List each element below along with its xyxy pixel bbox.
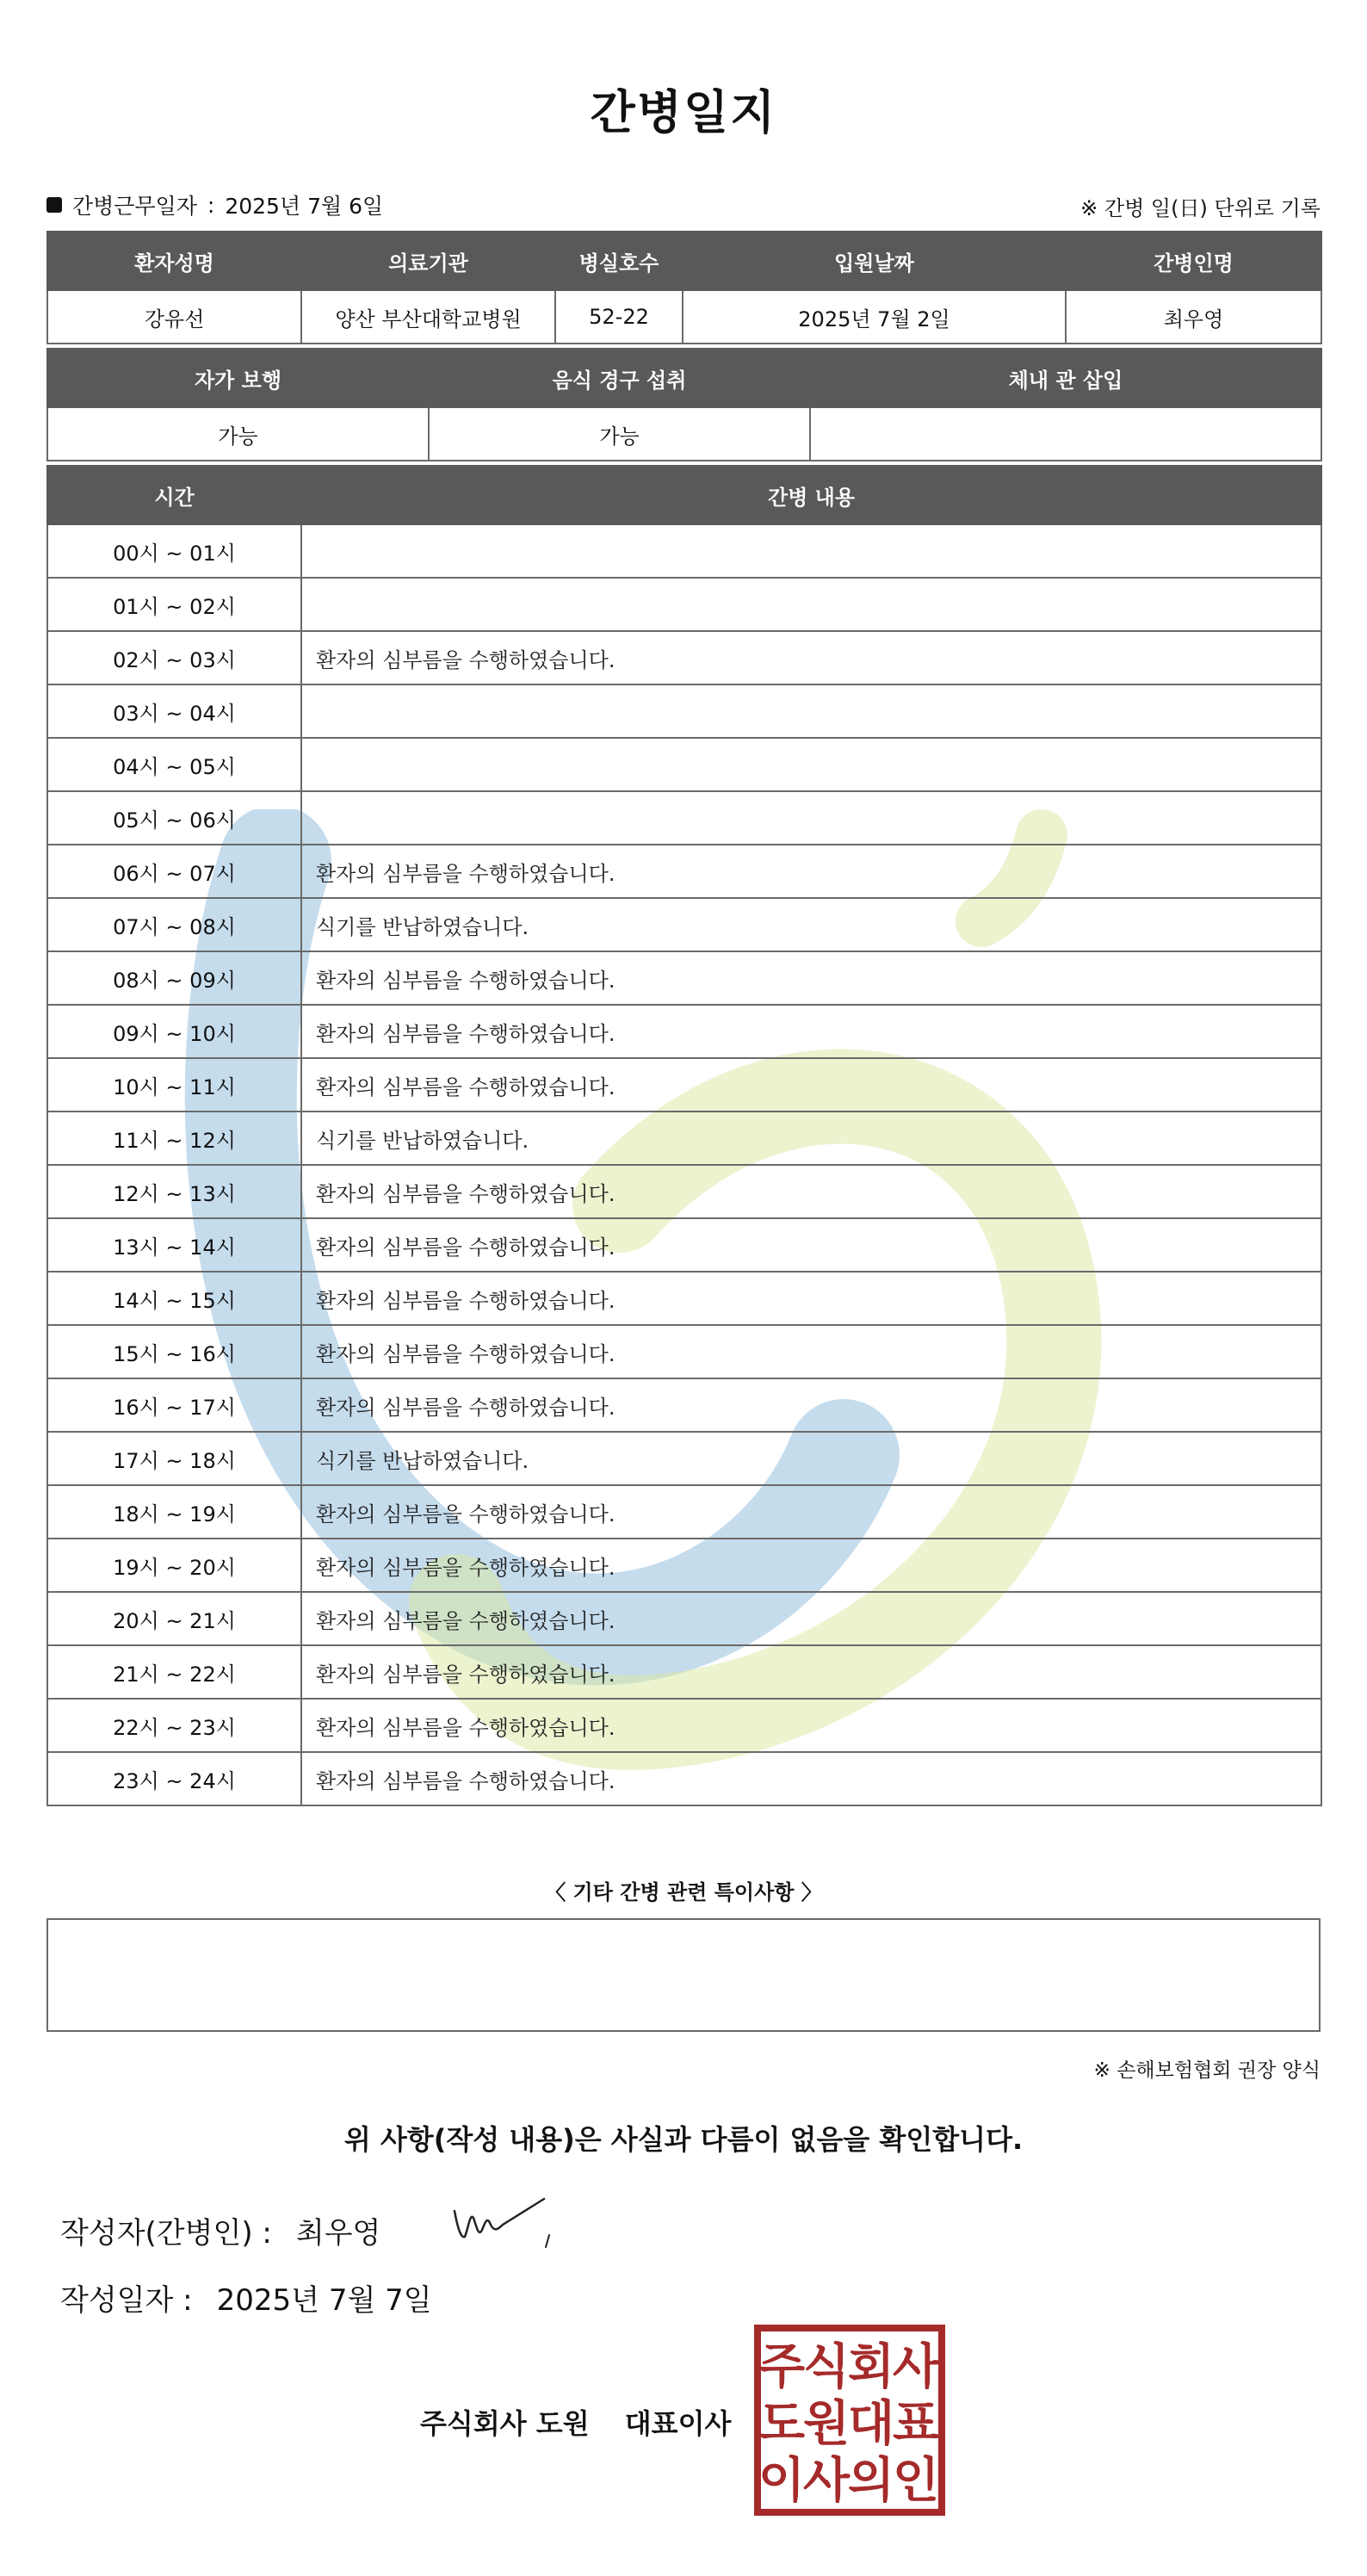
log-time: 23시 ~ 24시 (47, 1752, 301, 1805)
log-time: 09시 ~ 10시 (47, 1005, 301, 1058)
table-row (47, 1752, 1321, 1805)
table-row (47, 1058, 1321, 1112)
log-content: 환자의 심부름을 수행하였습니다. (301, 1539, 1321, 1592)
header-oral-intake: 음식 경구 섭취 (429, 349, 810, 407)
log-time: 15시 ~ 16시 (47, 1325, 301, 1378)
table-row (47, 951, 1321, 1005)
notes-title: 〈 기타 간병 관련 특이사항 〉 (545, 1880, 822, 1904)
log-time: 17시 ~ 18시 (47, 1432, 301, 1485)
log-content: 환자의 심부름을 수행하였습니다. (301, 1165, 1321, 1218)
form-note: ※ 손해보험협회 권장 양식 (1093, 2059, 1321, 2082)
company-title: 대표이사 (624, 2407, 732, 2440)
log-content: 환자의 심부름을 수행하였습니다. (301, 631, 1321, 684)
writer-label: 작성자(간병인) : (60, 2216, 272, 2251)
self-walking-value: 가능 (47, 407, 429, 461)
log-content: 식기를 반납하였습니다. (301, 1112, 1321, 1165)
header-time: 시간 (47, 466, 301, 524)
log-content: 환자의 심부름을 수행하였습니다. (301, 845, 1321, 898)
patient-status-table (46, 348, 1322, 461)
log-content: 식기를 반납하였습니다. (301, 898, 1321, 951)
table-row (47, 1005, 1321, 1058)
table-row (47, 1699, 1321, 1752)
log-content (301, 791, 1321, 845)
log-time: 08시 ~ 09시 (47, 951, 301, 1005)
work-date-separator: : (207, 192, 215, 218)
handwritten-signature (448, 2187, 560, 2256)
written-date-line (60, 2276, 432, 2319)
table-row (47, 631, 1321, 684)
seal-character: 인 (892, 2453, 940, 2509)
log-content: 환자의 심부름을 수행하였습니다. (301, 1485, 1321, 1539)
header-tube-insertion: 체내 관 삽입 (810, 349, 1321, 407)
table-row (47, 684, 1321, 738)
table-row (47, 1272, 1321, 1325)
seal-character: 사 (892, 2339, 940, 2395)
work-date-line (46, 189, 383, 220)
log-content (301, 738, 1321, 791)
log-time: 22시 ~ 23시 (47, 1699, 301, 1752)
log-time: 12시 ~ 13시 (47, 1165, 301, 1218)
log-time: 06시 ~ 07시 (47, 845, 301, 898)
written-date-value: 2025년 7월 7일 (216, 2283, 432, 2318)
header-self-walking: 자가 보행 (47, 349, 429, 407)
table-row (47, 1645, 1321, 1699)
log-time: 11시 ~ 12시 (47, 1112, 301, 1165)
seal-character: 이 (758, 2453, 806, 2509)
log-time: 04시 ~ 05시 (47, 738, 301, 791)
work-date-value: 2025년 7월 6일 (225, 194, 384, 219)
table-row (47, 1165, 1321, 1218)
log-time: 03시 ~ 04시 (47, 684, 301, 738)
log-content: 환자의 심부름을 수행하였습니다. (301, 1592, 1321, 1645)
work-date-label: 간병근무일자 (72, 194, 197, 219)
table-row (47, 1539, 1321, 1592)
patient-info-table (46, 231, 1322, 344)
header-hospital: 의료기관 (301, 232, 555, 290)
writer-line (60, 2209, 380, 2251)
company-line (420, 2402, 731, 2442)
log-content: 환자의 심부름을 수행하였습니다. (301, 1645, 1321, 1699)
log-content: 환자의 심부름을 수행하였습니다. (301, 1272, 1321, 1325)
special-notes-box (46, 1918, 1321, 2032)
square-bullet-icon (46, 197, 62, 213)
log-content: 환자의 심부름을 수행하였습니다. (301, 1325, 1321, 1378)
seal-character: 회 (847, 2339, 895, 2395)
log-time: 05시 ~ 06시 (47, 791, 301, 845)
seal-character: 표 (892, 2396, 940, 2452)
table-row (47, 1592, 1321, 1645)
table-row (47, 1325, 1321, 1378)
log-content: 환자의 심부름을 수행하였습니다. (301, 1005, 1321, 1058)
company-seal-stamp (754, 2325, 945, 2516)
log-content (301, 684, 1321, 738)
header-room: 병실호수 (555, 232, 683, 290)
seal-character: 의 (847, 2453, 895, 2509)
log-time: 19시 ~ 20시 (47, 1539, 301, 1592)
seal-character: 도 (758, 2396, 806, 2452)
confirmation-statement: 위 사항(작성 내용)은 사실과 다름이 없음을 확인합니다. (343, 2123, 1024, 2156)
table-row (47, 1378, 1321, 1432)
table-row (47, 524, 1321, 578)
seal-character: 대 (847, 2396, 895, 2452)
log-content: 환자의 심부름을 수행하였습니다. (301, 1218, 1321, 1272)
oral-intake-value: 가능 (429, 407, 810, 461)
page-title: 간병일지 (590, 85, 777, 139)
log-time: 01시 ~ 02시 (47, 578, 301, 631)
caregiver-name: 최우영 (1066, 290, 1321, 344)
table-row (47, 1218, 1321, 1272)
log-time: 18시 ~ 19시 (47, 1485, 301, 1539)
hospital: 양산 부산대학교병원 (301, 290, 555, 344)
table-row (47, 738, 1321, 791)
writer-name: 최우영 (295, 2216, 381, 2251)
header-patient-name: 환자성명 (47, 232, 301, 290)
log-content: 환자의 심부름을 수행하였습니다. (301, 1378, 1321, 1432)
seal-character: 사 (802, 2453, 851, 2509)
room-number: 52-22 (555, 290, 683, 344)
header-care-content: 간병 내용 (301, 466, 1321, 524)
log-content: 식기를 반납하였습니다. (301, 1432, 1321, 1485)
log-time: 21시 ~ 22시 (47, 1645, 301, 1699)
log-content (301, 578, 1321, 631)
seal-character: 원 (802, 2396, 851, 2452)
log-time: 00시 ~ 01시 (47, 524, 301, 578)
table-row (47, 1485, 1321, 1539)
log-content: 환자의 심부름을 수행하였습니다. (301, 951, 1321, 1005)
table-row (47, 791, 1321, 845)
log-content: 환자의 심부름을 수행하였습니다. (301, 1058, 1321, 1112)
log-time: 16시 ~ 17시 (47, 1378, 301, 1432)
log-content: 환자의 심부름을 수행하였습니다. (301, 1752, 1321, 1805)
table-row (47, 898, 1321, 951)
log-time: 20시 ~ 21시 (47, 1592, 301, 1645)
log-time: 02시 ~ 03시 (47, 631, 301, 684)
unit-note: ※ 간병 일(日) 단위로 기록 (1080, 196, 1321, 220)
table-row (47, 578, 1321, 631)
table-row (47, 1112, 1321, 1165)
admission-date: 2025년 7월 2일 (683, 290, 1066, 344)
seal-character: 식 (802, 2339, 851, 2395)
log-content (301, 524, 1321, 578)
written-date-label: 작성일자 : (60, 2283, 193, 2318)
table-row (47, 845, 1321, 898)
log-content: 환자의 심부름을 수행하였습니다. (301, 1699, 1321, 1752)
header-admission-date: 입원날짜 (683, 232, 1066, 290)
patient-name: 강유선 (47, 290, 301, 344)
log-time: 13시 ~ 14시 (47, 1218, 301, 1272)
log-time: 10시 ~ 11시 (47, 1058, 301, 1112)
log-time: 14시 ~ 15시 (47, 1272, 301, 1325)
header-caregiver-name: 간병인명 (1066, 232, 1321, 290)
company-name: 주식회사 도원 (420, 2407, 590, 2440)
care-log-table (46, 465, 1322, 1806)
table-row (47, 1432, 1321, 1485)
log-time: 07시 ~ 08시 (47, 898, 301, 951)
tube-insertion-value (810, 407, 1321, 461)
seal-character: 주 (758, 2339, 806, 2395)
